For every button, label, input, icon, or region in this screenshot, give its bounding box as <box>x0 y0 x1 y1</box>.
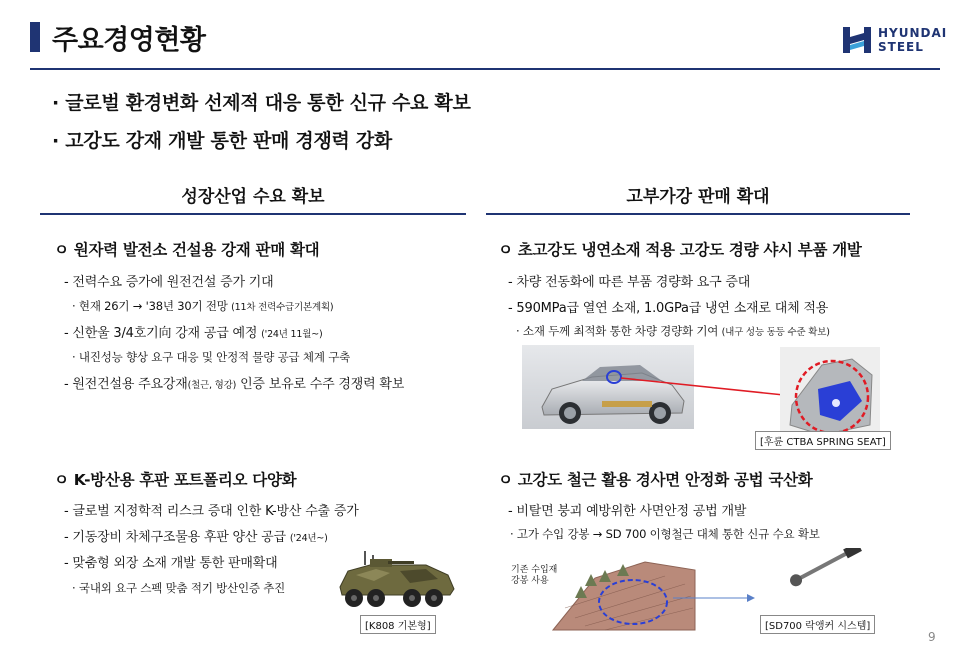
nuclear-item-2 <box>64 322 323 341</box>
hyundai-steel-logo <box>842 25 948 59</box>
nuclear-item-2-main: - 신한울 3/4호기向 강재 공급 예정 <box>64 326 258 341</box>
title-accent-bar <box>30 22 40 52</box>
chassis-item-2a-main: · 소재 두께 최적화 통한 차량 경량화 기여 <box>516 324 719 338</box>
page-number: 9 <box>928 630 936 644</box>
car-chassis-graphic <box>522 345 902 445</box>
nuclear-item-1a <box>72 298 333 314</box>
defense-item-2-main: - 기동장비 차체구조물용 후판 양산 공급 <box>64 530 286 545</box>
chassis-section-title: ㅇ 초고강도 냉연소재 적용 고강도 경량 샤시 부품 개발 <box>498 241 862 259</box>
nuclear-item-1a-note: (11차 전력수급기본계획) <box>231 302 334 313</box>
nuclear-item-1: - 전력수요 증가에 원전건설 증가 기대 <box>64 275 274 290</box>
summary-bullet-2: · 고강도 강재 개발 통한 판매 경쟁력 강화 <box>52 130 392 152</box>
page-title: 주요경영현황 <box>52 25 206 56</box>
slope-item-1: - 비탈면 붕괴 예방위한 사면안정 공법 개발 <box>508 504 747 519</box>
defense-item-2 <box>64 526 328 545</box>
summary-bullet-1: · 글로벌 환경변화 선제적 대응 통한 신규 수요 확보 <box>52 92 471 114</box>
logo-text-hyundai: HYUNDAI <box>878 26 948 40</box>
imported-bar-label: 기존 수입재 강봉 사용 <box>511 565 558 586</box>
right-column-heading: 고부가강 판매 확대 <box>626 187 770 207</box>
defense-item-3: - 맞춤형 외장 소재 개발 통한 판매확대 <box>64 556 278 571</box>
nuclear-item-1a-main: · 현재 26기 → '38년 30기 전망 <box>72 299 228 313</box>
chassis-item-1: - 차량 전동화에 따른 부품 경량화 요구 증대 <box>508 275 751 290</box>
defense-item-1: - 글로벌 지정학적 리스크 증대 인한 K-방산 수출 증가 <box>64 504 359 519</box>
nuclear-item-3 <box>64 373 404 392</box>
hyundai-steel-logo-icon <box>842 25 872 55</box>
defense-item-2-note: ('24년~) <box>289 533 328 544</box>
right-column-divider <box>486 213 910 215</box>
nuclear-item-3-post: 인증 보유로 수주 경쟁력 확보 <box>236 377 405 392</box>
car-chassis-illustration <box>522 345 902 445</box>
defense-item-3a: · 국내외 요구 스펙 맞춤 적기 방산인증 추진 <box>72 581 286 595</box>
rock-anchor-caption: [SD700 락앵커 시스템] <box>760 615 875 634</box>
header-divider <box>30 68 940 70</box>
nuclear-section-title: ㅇ 원자력 발전소 건설용 강재 판매 확대 <box>54 241 320 259</box>
k808-vehicle-graphic <box>330 545 460 613</box>
logo-text-steel: STEEL <box>878 40 924 54</box>
nuclear-item-2a: · 내진성능 향상 요구 대응 및 안정적 물량 공급 체계 구축 <box>72 350 351 364</box>
ctba-spring-seat-caption: [후륜 CTBA SPRING SEAT] <box>755 431 891 450</box>
slope-section-title: ㅇ 고강도 철근 활용 경사면 안정화 공법 국산화 <box>498 471 813 489</box>
defense-section-title: ㅇ K-방산용 후판 포트폴리오 다양화 <box>54 471 297 489</box>
k808-caption: [K808 기본형] <box>360 615 436 634</box>
slope-item-1a: · 고가 수입 강봉 → SD 700 이형철근 대체 통한 신규 수요 확보 <box>510 527 820 541</box>
k808-vehicle-illustration <box>330 545 460 613</box>
nuclear-item-2-note: ('24년 11월~) <box>261 329 323 340</box>
left-column-divider <box>40 213 466 215</box>
left-column-heading: 성장산업 수요 확보 <box>181 187 325 207</box>
nuclear-item-3-pre: - 원전건설용 주요강재 <box>64 377 188 392</box>
chassis-item-2a <box>516 323 830 339</box>
nuclear-item-3-note: (철근, 형강) <box>187 380 237 391</box>
chassis-item-2: - 590MPa급 열연 소재, 1.0GPa급 냉연 소재로 대체 적용 <box>508 301 829 316</box>
chassis-item-2a-note: (내구 성능 동등 수준 확보) <box>721 327 830 338</box>
